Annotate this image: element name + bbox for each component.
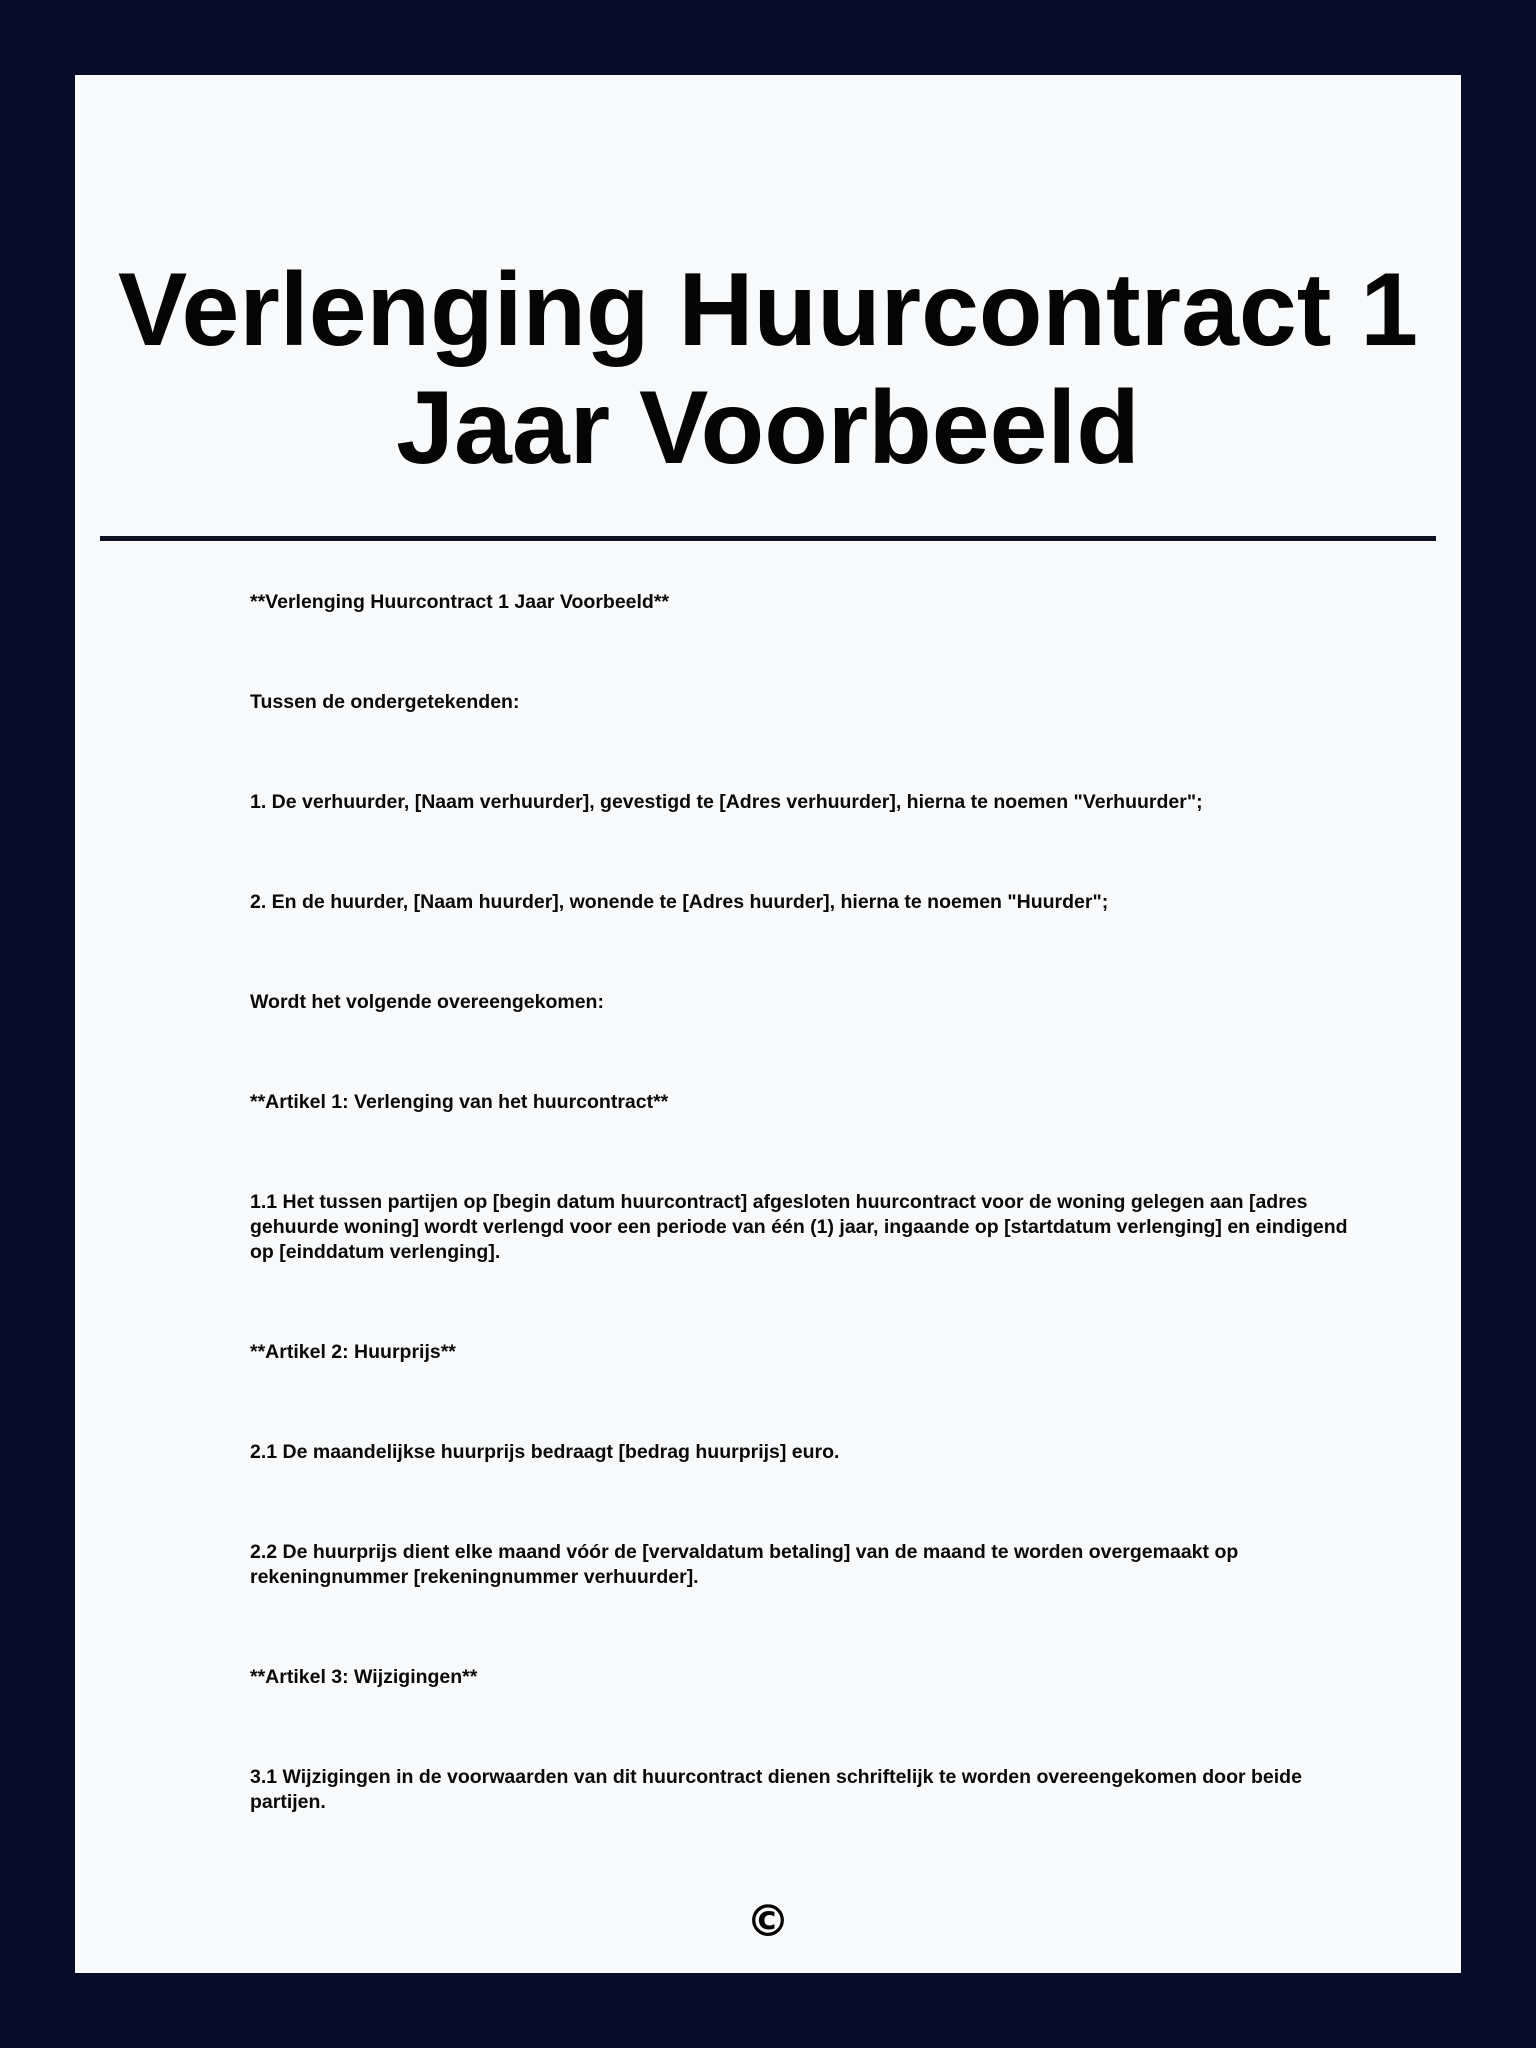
copyright-icon: © xyxy=(746,1896,790,1947)
article-1-heading: **Artikel 1: Verlenging van het huurcontract** xyxy=(250,1091,669,1113)
article-1-clause-1: 1.1 Het tussen partijen op [begin datum huurcontract] afgesloten huurcontract voor de woning gelegen aan [adres gehuurde woning] wordt verlengd voor een periode van één (1) jaar, ingaande op [startdatum verlenging] en eindigend op [einddatum verlenging]. xyxy=(250,1191,1348,1263)
paragraph-heading: **Verlenging Huurcontract 1 Jaar Voorbeeld** xyxy=(250,591,670,613)
article-3-clause-1: 3.1 Wijzigingen in de voorwaarden van dit huurcontract dienen schriftelijk te worden overeengekomen door beide partijen. xyxy=(250,1766,1302,1813)
article-2-clause-2: 2.2 De huurprijs dient elke maand vóór de [vervaldatum betaling] van de maand te worden overgemaakt op rekeningnummer [rekeningnummer verhuurder]. xyxy=(250,1541,1239,1588)
article-2-clause-1: 2.1 De maandelijkse huurprijs bedraagt [bedrag huurprijs] euro. xyxy=(250,1441,840,1463)
document-page xyxy=(75,75,1461,1973)
article-3-heading: **Artikel 3: Wijzigingen** xyxy=(250,1666,478,1688)
paragraph-parties-intro: Tussen de ondergetekenden: xyxy=(250,691,520,713)
paragraph-tenant: 2. En de huurder, [Naam huurder], wonende te [Adres huurder], hierna te noemen "Huurder"; xyxy=(250,891,1109,913)
article-2-heading: **Artikel 2: Huurprijs** xyxy=(250,1341,456,1363)
title-divider xyxy=(100,536,1436,541)
paragraph-landlord: 1. De verhuurder, [Naam verhuurder], gevestigd te [Adres verhuurder], hierna te noemen "Verhuurder"; xyxy=(250,791,1203,813)
paragraph-agreement-intro: Wordt het volgende overeengekomen: xyxy=(250,991,604,1013)
document-title: Verlenging Huurcontract 1 Jaar Voorbeeld xyxy=(117,252,1419,486)
